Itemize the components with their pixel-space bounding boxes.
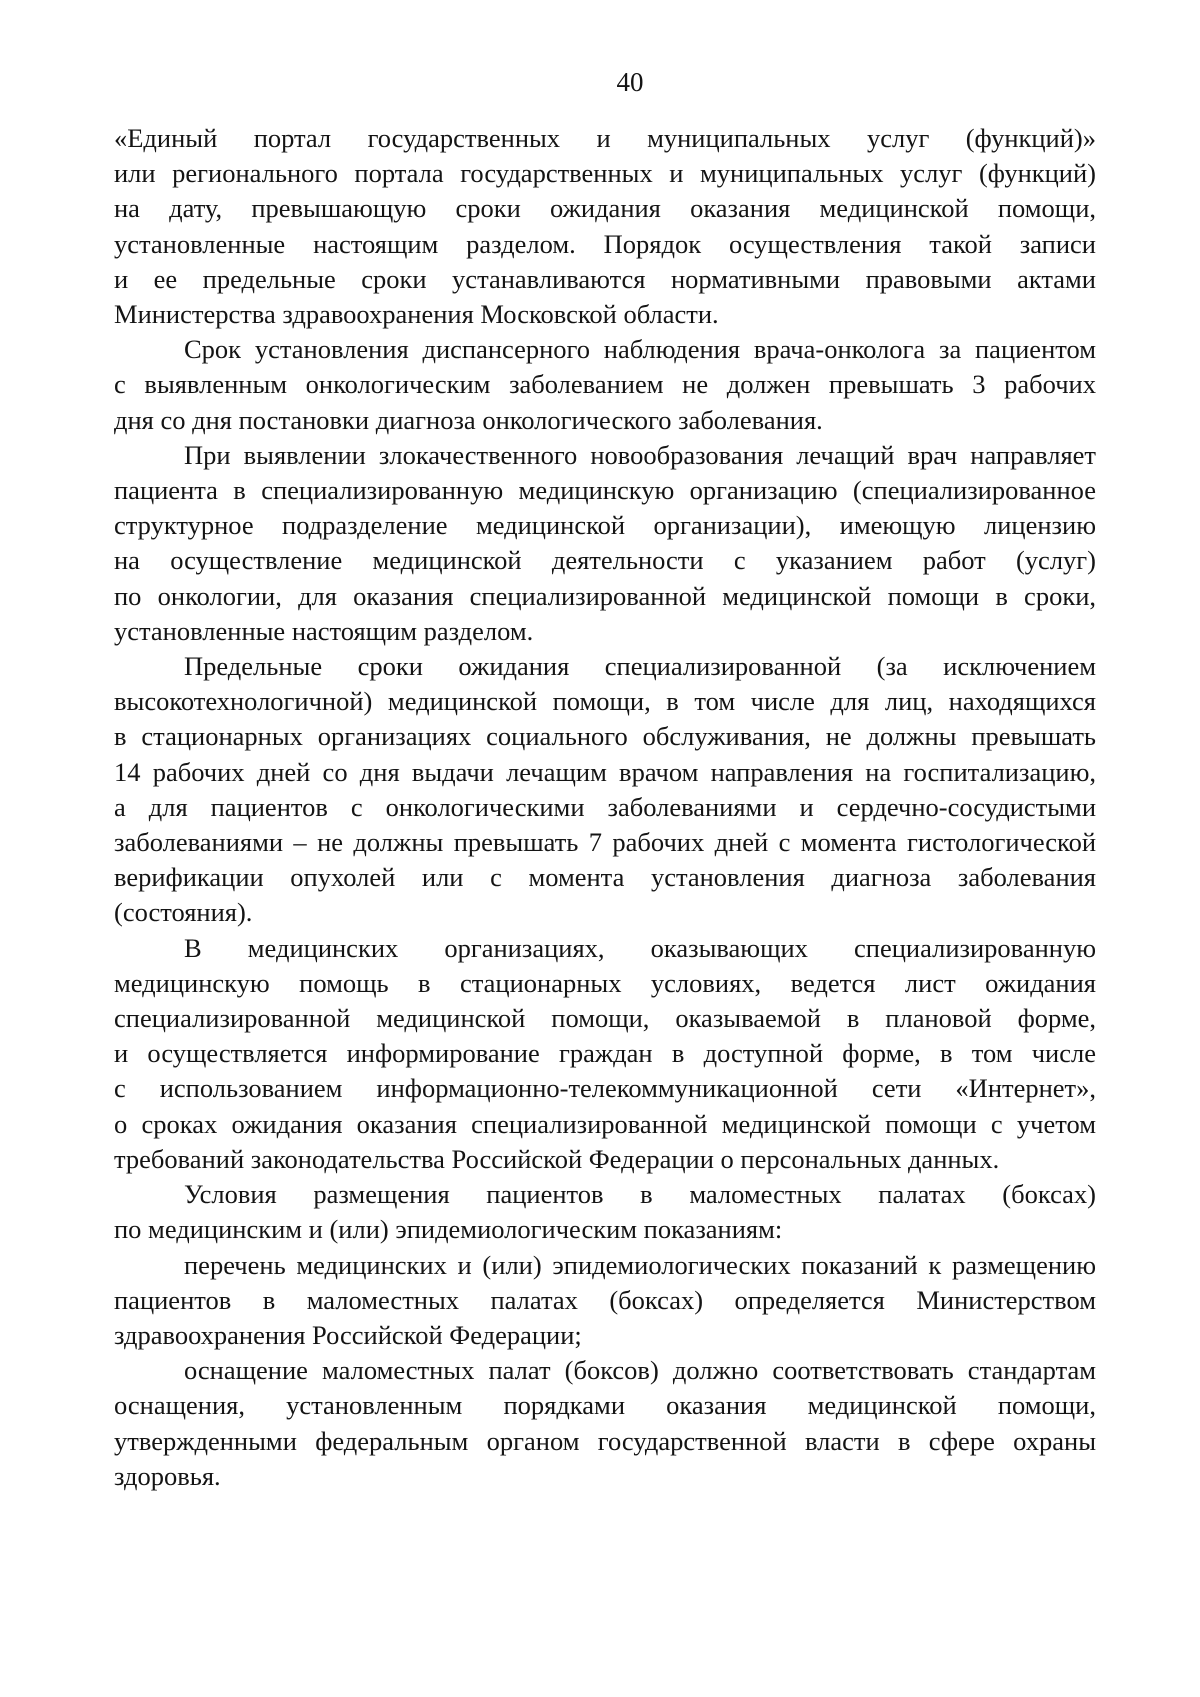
text-line: В медицинских организациях, оказывающих специализированную [184,932,1096,963]
text-line: пациентов в маломестных палатах (боксах) определяется Министерством [114,1284,1096,1315]
text-line: здравоохранения Российской Федерации; [114,1319,582,1350]
paragraph [114,931,1096,1177]
paragraph [114,1248,1096,1354]
text-line: специализированной медицинской помощи, оказываемой в плановой форме, [114,1003,1096,1034]
text-line: с использованием информационно-телекоммуникационной сети «Интернет», [114,1073,1096,1104]
paragraph [114,438,1096,649]
text-line: дня со дня постановки диагноза онкологического заболевания. [114,404,823,435]
document-body [114,121,1096,1494]
text-line: установленные настоящим разделом. [114,615,534,646]
text-line: с выявленным онкологическим заболеванием не должен превышать 3 рабочих [114,369,1096,400]
text-line: и ее предельные сроки устанавливаются нормативными правовыми актами [114,263,1096,294]
text-line: и осуществляется информирование граждан в доступной форме, в том числе [114,1038,1096,1069]
text-line: Условия размещения пациентов в маломестных палатах (боксах) [184,1179,1096,1210]
text-line: или регионального портала государственных и муниципальных услуг (функций) [114,158,1096,189]
paragraph [114,1177,1096,1247]
paragraph [114,332,1096,438]
text-line: 14 рабочих дней со дня выдачи лечащим врачом направления на госпитализацию, [114,756,1096,787]
text-line: «Единый портал государственных и муниципальных услуг (функций)» [114,123,1096,153]
text-line: по онкологии, для оказания специализированной медицинской помощи в сроки, [114,580,1096,611]
text-line: по медицинским и (или) эпидемиологическим показаниям: [114,1214,783,1245]
paragraph [114,1353,1096,1494]
text-line: Министерства здравоохранения Московской области. [114,299,719,330]
text-line: заболеваниями – не должны превышать 7 рабочих дней с момента гистологической [114,827,1096,858]
text-line: оснащения, установленным порядками оказания медицинской помощи, [114,1390,1096,1421]
paragraph [114,121,1096,332]
text-line: Срок установления диспансерного наблюдения врача-онколога за пациентом [184,334,1096,365]
text-line: пациента в специализированную медицинскую организацию (специализированное [114,475,1096,506]
text-line: здоровья. [114,1460,221,1491]
text-line: требований законодательства Российской Федерации о персональных данных. [114,1143,1000,1174]
text-line: Предельные сроки ожидания специализированной (за исключением [184,651,1096,682]
text-line: на осуществление медицинской деятельности с указанием работ (услуг) [114,545,1096,576]
text-line: установленные настоящим разделом. Порядок осуществления такой записи [114,228,1096,259]
text-line: структурное подразделение медицинской организации), имеющую лицензию [114,510,1096,541]
text-line: оснащение маломестных палат (боксов) должно соответствовать стандартам [184,1355,1096,1386]
text-line: на дату, превышающую сроки ожидания оказания медицинской помощи, [114,193,1096,224]
page-number: 40 [616,67,644,97]
text-line: При выявлении злокачественного новообразования лечащий врач направляет [184,439,1096,470]
text-line: а для пациентов с онкологическими заболеваниями и сердечно-сосудистыми [114,791,1096,822]
text-line: утвержденными федеральным органом государственной власти в сфере охраны [114,1425,1096,1456]
text-line: медицинскую помощь в стационарных условиях, ведется лист ожидания [114,967,1096,998]
text-line: о сроках ожидания оказания специализированной медицинской помощи с учетом [114,1108,1096,1139]
text-line: (состояния). [114,897,253,928]
paragraph [114,649,1096,931]
text-line: в стационарных организациях социального обслуживания, не должны превышать [114,721,1096,752]
text-line: высокотехнологичной) медицинской помощи, в том числе для лиц, находящихся [114,686,1096,717]
text-line: верификации опухолей или с момента установления диагноза заболевания [114,862,1096,893]
text-line: перечень медицинских и (или) эпидемиологических показаний к размещению [184,1249,1096,1280]
